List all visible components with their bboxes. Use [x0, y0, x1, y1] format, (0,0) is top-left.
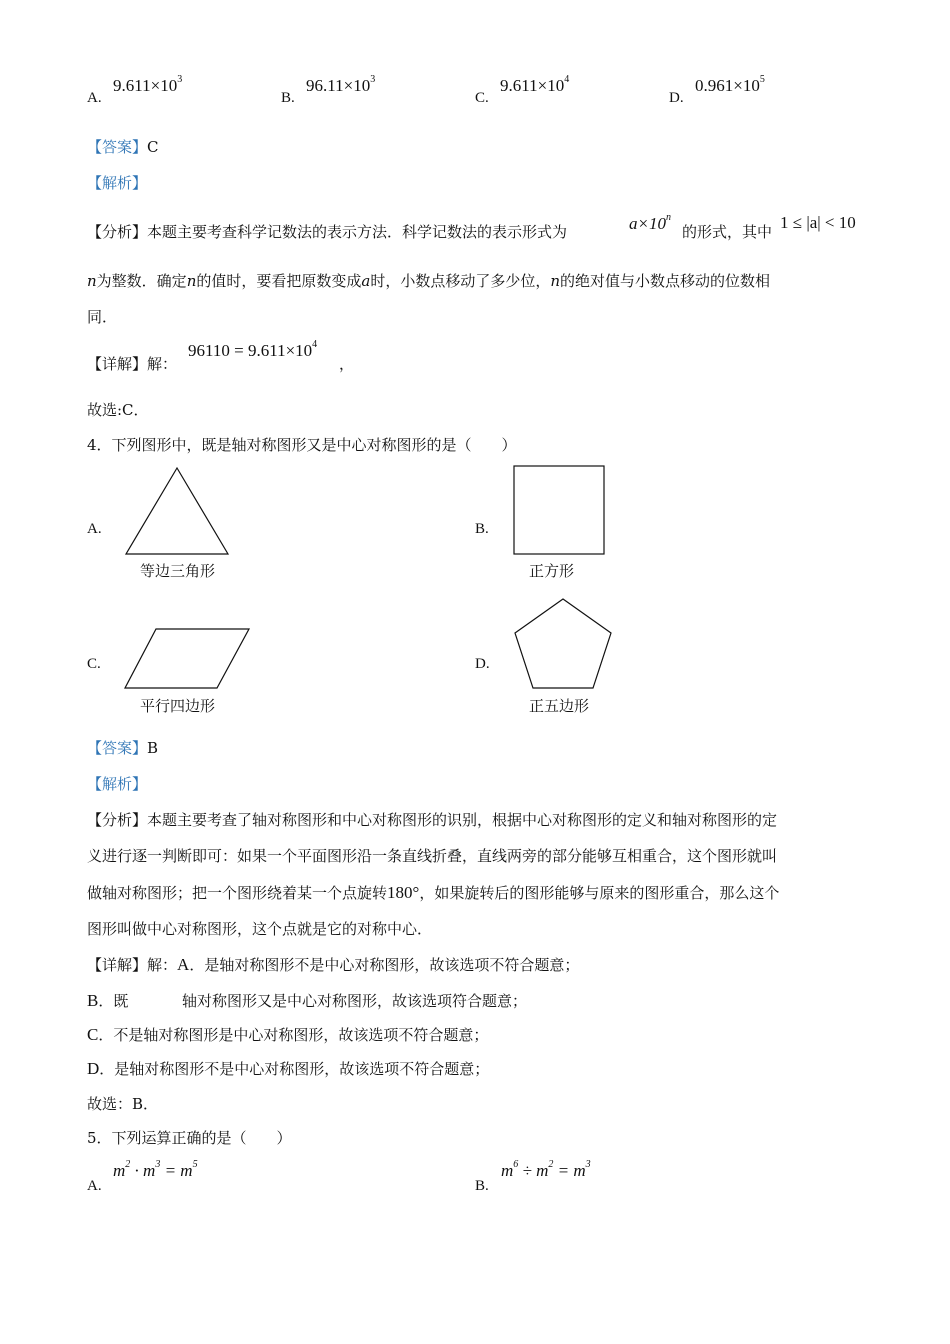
q4-option-b[interactable]: [475, 519, 489, 538]
exponent: 2: [125, 1159, 131, 1171]
q3-fenxi-range: 1 ≤ |a| < 10: [780, 213, 856, 232]
q4-detail-c: [87, 1024, 488, 1045]
q4-choose: 故选：B．: [87, 1095, 159, 1113]
q4-detail-b-rest: 轴对称图形又是中心对称图形，故该选项符合题意；: [182, 992, 528, 1010]
q5-option-a[interactable]: [87, 1176, 102, 1195]
text: 时，小数点移动了多少位，: [370, 272, 551, 290]
equilateral-triangle-figure: [124, 467, 230, 555]
option-ref: B: [87, 991, 99, 1010]
exponent: 6: [513, 1159, 519, 1171]
option-letter: D.: [669, 90, 684, 106]
q4-fenxi-line4: 图形叫做中心对称图形，这个点就是它的对称中心．: [87, 920, 433, 938]
option-letter: D.: [475, 656, 490, 672]
option-ref: C: [87, 1025, 99, 1044]
square-figure: [513, 465, 605, 555]
exponent: 5: [192, 1159, 198, 1171]
answer-tag: 【答案】: [87, 739, 148, 757]
exponent: 3: [585, 1159, 591, 1171]
times-ten: ×10: [150, 76, 178, 95]
answer-tag: 【答案】: [87, 138, 148, 156]
q4-caption-d: 正五边形: [529, 697, 590, 715]
option-letter: A.: [87, 1178, 102, 1194]
detail-text: ．是轴对称图形不是中心对称图形，故该选项不符合题意；: [189, 956, 580, 974]
angle-value: 180°: [387, 883, 420, 902]
text: 的值时，要看把原数变成: [196, 272, 362, 290]
q4-analysis-tag: 【解析】: [87, 775, 148, 793]
q3-fenxi-line2: [87, 270, 770, 291]
exponent: 4: [564, 74, 570, 86]
fenxi-tag: 【分析】: [87, 223, 148, 241]
fenxi-text: 本题主要考查科学记数法的表示方法．科学记数法的表示形式为: [147, 223, 568, 241]
q3-detail-formula: [188, 341, 317, 361]
q4-option-d[interactable]: [475, 654, 490, 673]
detail-text: ．不是轴对称图形是中心对称图形，故该选项不符合题意；: [98, 1026, 489, 1044]
q3-option-b[interactable]: [281, 88, 295, 107]
option-letter: B.: [281, 90, 295, 106]
answer-value: C: [147, 138, 159, 156]
times-ten: ×10: [537, 76, 565, 95]
q3-option-d-value: [695, 76, 765, 96]
q4-fenxi-line1: [87, 809, 777, 830]
exponent: 5: [759, 74, 765, 86]
q3-option-a-value: [113, 76, 182, 96]
mantissa: 96.11: [306, 76, 344, 95]
q4-detail-b: [87, 990, 128, 1011]
exponent: 4: [312, 339, 318, 351]
q4-question: 4．下列图形中，既是轴对称图形又是中心对称图形的是（ ）: [87, 436, 517, 454]
q3-option-b-value: [306, 76, 375, 96]
q3-option-c[interactable]: [475, 88, 489, 107]
var-n: n: [550, 272, 561, 290]
detail-prefix: 解：: [147, 355, 178, 373]
q4-answer: [87, 737, 158, 758]
q5-option-a-formula: [113, 1161, 198, 1181]
equals: = m: [553, 1161, 586, 1180]
option-letter: A.: [87, 90, 102, 106]
exponent: 3: [155, 1159, 161, 1171]
q5-question: 5．下列运算正确的是（ ）: [87, 1129, 292, 1147]
times-ten: ×10: [343, 76, 371, 95]
var-m: m: [113, 1161, 126, 1180]
q4-option-a[interactable]: [87, 519, 102, 538]
q4-fenxi-line3: [87, 882, 779, 903]
q5-option-b[interactable]: [475, 1176, 489, 1195]
times-ten: ×10: [733, 76, 760, 95]
parallelogram-figure: [124, 628, 251, 690]
answer-value: B: [147, 739, 159, 757]
q3-fenxi-line1: [87, 221, 567, 242]
option-letter: A.: [87, 521, 102, 537]
fenxi-tag: 【分析】: [87, 811, 148, 829]
fenxi-text: 做轴对称图形；把一个图形绕着某一个点旋转: [87, 884, 388, 902]
q4-fenxi-line2: 义进行逐一判断即可：如果一个平面图形沿一条直线折叠，直线两旁的部分能够互相重合，这个图形就叫: [87, 847, 778, 865]
fenxi-text: 本题主要考查了轴对称图形和中心对称图形的识别，根据中心对称图形的定义和轴对称图形的定: [147, 811, 778, 829]
q3-answer: [87, 136, 159, 157]
q5-option-b-formula: [501, 1161, 591, 1181]
exponent: n: [665, 212, 671, 224]
detail-tag: 【详解】: [87, 956, 148, 974]
q4-option-c[interactable]: [87, 654, 101, 673]
q3-choose: 故选:C．: [87, 401, 149, 419]
exponent: 2: [548, 1159, 554, 1171]
operator: · m: [130, 1161, 156, 1180]
option-letter: B.: [475, 1178, 489, 1194]
q3-detail: [87, 353, 177, 374]
q4-detail-a: [87, 954, 579, 975]
operator: ÷ m: [518, 1161, 549, 1180]
q3-detail-suffix: ，: [339, 355, 355, 373]
equals: = m: [160, 1161, 193, 1180]
q4-caption-b: 正方形: [529, 562, 575, 580]
q3-option-a[interactable]: [87, 88, 102, 107]
regular-pentagon-figure: [513, 598, 613, 690]
q3-fenxi-formula: [629, 214, 671, 234]
detail-text: ．既: [98, 992, 129, 1010]
var-n: n: [186, 272, 197, 290]
option-ref: D: [87, 1059, 100, 1078]
detail-tag: 【详解】: [87, 355, 148, 373]
q4-caption-c: 平行四边形: [140, 697, 216, 715]
text: 的绝对值与小数点移动的位数相: [560, 272, 771, 290]
q3-fenxi-text2: 的形式，其中: [682, 223, 773, 241]
fenxi-text: ，如果旋转后的图形能够与原来的图形重合，那么这个: [419, 884, 780, 902]
q3-option-d[interactable]: [669, 88, 684, 107]
q3-option-c-value: [500, 76, 569, 96]
formula: a×10: [629, 214, 666, 233]
mantissa: 0.961: [695, 76, 734, 95]
var-a: a: [361, 272, 371, 290]
q4-caption-a: 等边三角形: [140, 562, 216, 580]
q4-detail-d: [87, 1058, 489, 1079]
mantissa: 9.611: [500, 76, 538, 95]
exponent: 3: [177, 74, 183, 86]
q3-analysis-tag: 【解析】: [87, 174, 148, 192]
option-letter: C.: [87, 656, 101, 672]
var-m: m: [501, 1161, 514, 1180]
exponent: 3: [370, 74, 376, 86]
option-letter: B.: [475, 521, 489, 537]
q3-fenxi-line3: 同．: [87, 308, 118, 326]
mantissa: 9.611: [113, 76, 151, 95]
var-n: n: [87, 272, 97, 290]
detail-prefix: 解：: [147, 956, 178, 974]
formula: 96110 = 9.611×10: [188, 341, 313, 360]
text: 为整数．确定: [96, 272, 187, 290]
option-ref: A: [177, 955, 190, 974]
detail-text: ．是轴对称图形不是中心对称图形，故该选项不符合题意；: [99, 1060, 490, 1078]
option-letter: C.: [475, 90, 489, 106]
